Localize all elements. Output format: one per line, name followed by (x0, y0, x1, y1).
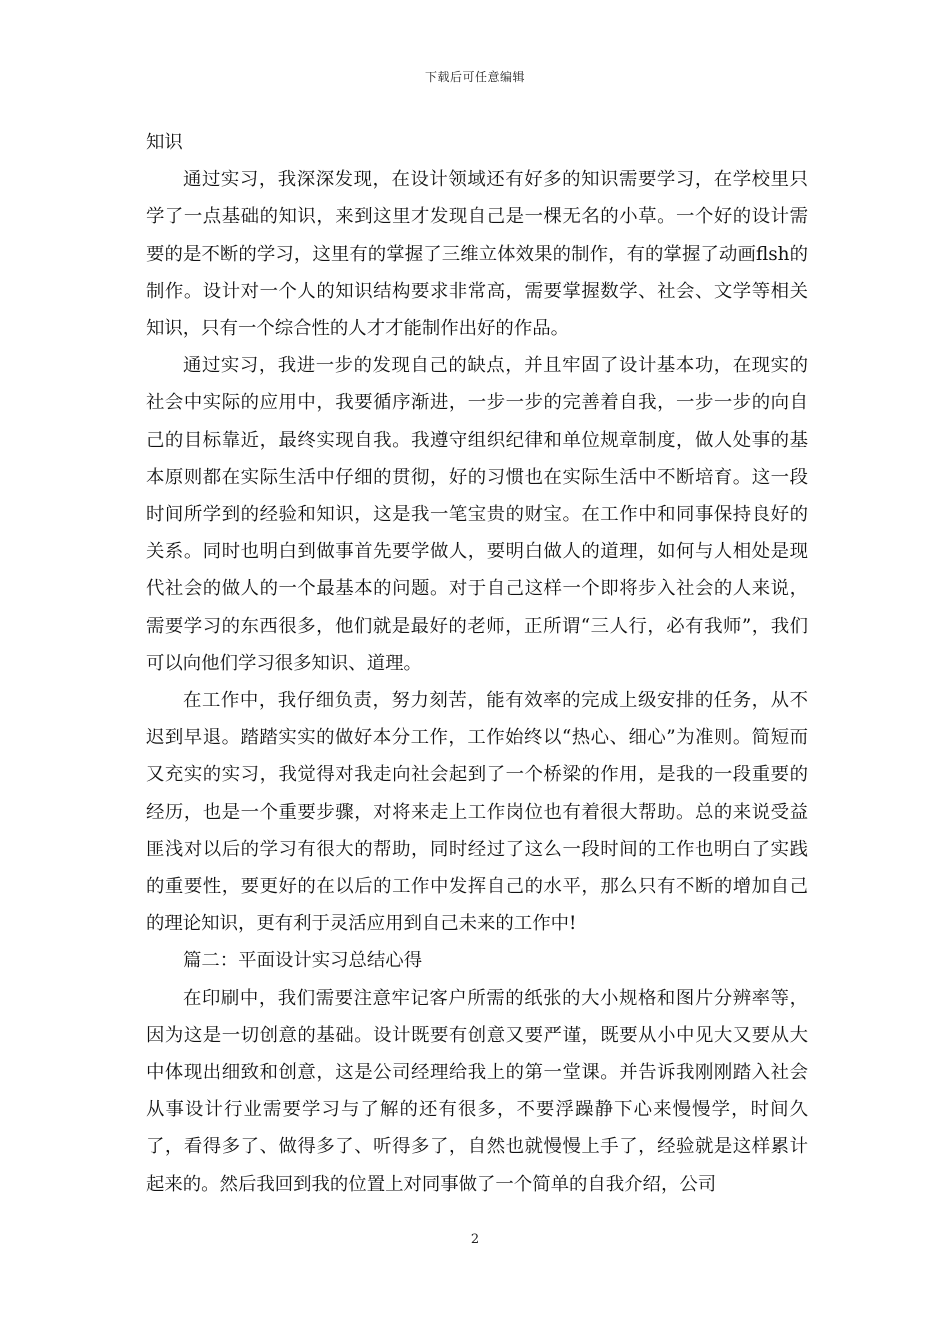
paragraph: 通过实习，我进一步的发现自己的缺点，并且牢固了设计基本功，在现实的社会中实际的应用中，我要循序渐进，一步一步的完善着自我，一步一步的向自己的目标靠近，最终实现自我。我遵守组织纪律和单位规章制度，做人处事的基本原则都在实际生活中仔细的贯彻，好的习惯也在实际生活中不断培育。这一段时间所学到的经验和知识，这是我一笔宝贵的财宝。在工作中和同事保持良好的关系。同时也明白到做事首先要学做人，要明白做人的道理，如何与人相处是现代社会的做人的一个最基本的问题。对于自己这样一个即将步入社会的人来说，需要学习的东西很多，他们就是最好的老师，正所谓“三人行，必有我师”，我们可以向他们学习很多知识、道理。 (146, 355, 808, 674)
paragraph: 在印刷中，我们需要注意牢记客户所需的纸张的大小规格和图片分辨率等，因为这是一切创意的基础。设计既要有创意又要严谨，既要从小中见大又要从大中体现出细致和创意，这是公司经理给我上的第一堂课。并告诉我刚刚踏入社会从事设计行业需要学习与了解的还有很多，不要浮躁静下心来慢慢学，时间久了，看得多了、做得多了、听得多了，自然也就慢慢上手了，经验就是这样累计起来的。然后我回到我的位置上对同事做了一个简单的自我介绍，公司 (146, 987, 808, 1195)
page-number: 2 (470, 1232, 480, 1247)
section-heading: 篇二：平面设计实习总结心得 (183, 950, 423, 972)
paragraph: 通过实习，我深深发现，在设计领域还有好多的知识需要学习，在学校里只学了一点基础的知识，来到这里才发现自己是一棵无名的小草。一个好的设计需要的是不断的学习，这里有的掌握了三维立体效果的制作，有的掌握了动画flsh的制作。设计对一个人的知识结构要求非常高，需要掌握数学、社会、文学等相关知识，只有一个综合性的人才才能制作出好的作品。 (146, 169, 808, 340)
page-header: 下载后可任意编辑 (424, 70, 525, 84)
paragraph-continuation: 知识 (146, 132, 183, 153)
document-body (146, 124, 808, 1203)
paragraph: 在工作中，我仔细负责，努力刻苦，能有效率的完成上级安排的任务，从不迟到早退。踏踏实实的做好本分工作，工作始终以“热心、细心”为准则。简短而又充实的实习，我觉得对我走向社会起到了一个桥梁的作用，是我的一段重要的经历，也是一个重要步骤，对将来走上工作岗位也有着很大帮助。总的来说受益匪浅对以后的学习有很大的帮助，同时经过了这么一段时间的工作也明白了实践的重要性，要更好的在以后的工作中发挥自己的水平，那么只有不断的增加自己的理论知识，更有利于灵活应用到自己未来的工作中! (146, 690, 808, 935)
